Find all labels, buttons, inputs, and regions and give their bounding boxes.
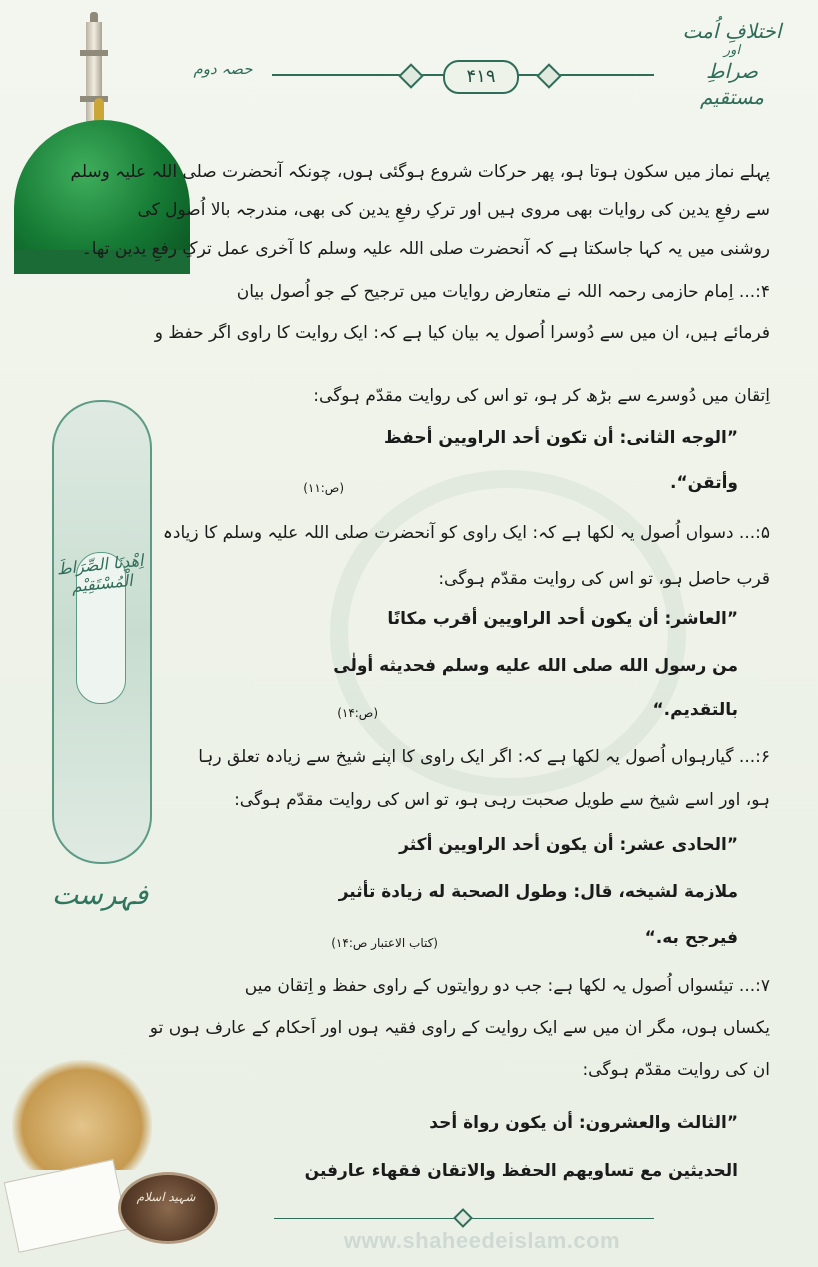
citation: (ص:۱۴) — [337, 706, 378, 720]
arabic-quote-line: بالتقدیم.“ — [652, 700, 738, 720]
arabic-quote-line: ”الوجه الثانی: أن تکون أحد الراویین أحفظ — [383, 428, 738, 448]
body-line: ان کی روایت مقدّم ہوگی: — [582, 1060, 770, 1080]
body-line: ۷:... تیئسواں اُصول یہ لکھا ہے: جب دو روایتوں کے راوی حفظ و اِتقان میں — [244, 976, 770, 996]
medallion-text: اِهْدِنَا الصِّرَاطَ الْمُسْتَقِيْم — [55, 550, 145, 597]
citation: (کتاب الاعتبار ص:۱۴) — [331, 936, 438, 950]
book-title — [672, 18, 792, 110]
minaret-band — [80, 50, 108, 56]
logo-text: شہید اسلام — [136, 1190, 196, 1204]
body-line: ۴:... اِمام حازمی رحمہ اللہ نے متعارض روایات میں ترجیح کے جو اُصول بیان — [236, 282, 770, 302]
arabic-quote-line: فیرجح به.“ — [644, 928, 738, 948]
section-label: حصہ دوم — [193, 60, 253, 78]
arabic-quote-line: ”العاشر: أن یکون أحد الراویین أقرب مکانًا — [387, 609, 738, 629]
page-number: ۴۱۹ — [443, 60, 519, 94]
book-title-line-3: صراطِ مستقیم — [699, 59, 765, 109]
arabic-quote-line: وأتقن“. — [670, 473, 738, 493]
sidebar-medallion — [52, 400, 152, 864]
body-line: قرب حاصل ہو، تو اس کی روایت مقدّم ہوگی: — [438, 569, 770, 589]
body-line: روشنی میں یہ کہا جاسکتا ہے کہ آنحضرت صلی اللہ علیہ وسلم کا آخری عمل ترکِ رفعِ یدین تھا۔ — [81, 239, 770, 259]
body-line: ۵:... دسواں اُصول یہ لکھا ہے کہ: ایک راوی کو آنحضرت صلی اللہ علیہ وسلم کا زیادہ — [162, 523, 770, 543]
body-line: ہو، اور اسے شیخ سے طویل صحبت رہی ہو، تو اس کی روایت مقدّم ہوگی: — [234, 790, 770, 810]
arabic-quote-line: من رسول الله صلی الله علیه وسلم فحدیثه أولٰی — [333, 656, 738, 676]
paper-sheet-image — [4, 1159, 129, 1253]
book-title-line-1: اختلافِ اُمت — [682, 19, 782, 43]
ornament-diamond-icon — [536, 63, 561, 88]
body-line: ۶:... گیارہواں اُصول یہ لکھا ہے کہ: اگر ایک راوی کا اپنے شیخ سے زیادہ تعلق رہا — [198, 747, 770, 767]
shaheed-islam-logo — [118, 1172, 218, 1244]
website-link[interactable]: www.shaheedeislam.com — [343, 1228, 621, 1253]
book-title-line-2: اور — [723, 43, 741, 58]
index-link[interactable]: فہرست — [51, 878, 149, 911]
body-line: پہلے نماز میں سکون ہوتا ہو، پھر حرکات شروع ہوگئی ہوں، چونکہ آنحضرت صلی اللہ علیہ وسلم — [70, 162, 770, 182]
ornament-diamond-icon — [453, 1208, 473, 1228]
ornament-diamond-icon — [398, 63, 423, 88]
citation: (ص:۱۱) — [303, 481, 344, 495]
arabic-quote-line: ”الحادی عشر: أن یکون أحد الراویین أکثر — [399, 835, 738, 855]
body-line: سے رفعِ یدین کی روایات بھی مروی ہیں اور ترکِ رفعِ یدین کی بھی، مندرجہ بالا اُصول کی — [137, 200, 770, 220]
scrolls-quill-image — [12, 1060, 152, 1170]
body-line: فرمائے ہیں، ان میں سے دُوسرا اُصول یہ بیان کیا ہے کہ: ایک روایت کا راوی اگر حفظ و — [154, 323, 770, 343]
arabic-quote-line: ”الثالث والعشرون: أن یکون رواة أحد — [429, 1113, 738, 1133]
arabic-quote-line: الحدیثین مع تساویهم الحفظ والاتقان فقهاء عارفین — [304, 1161, 738, 1181]
arabic-quote-line: ملازمة لشیخه، قال: وطول الصحبة له زیادة تأثیر — [338, 882, 738, 902]
body-line: اِتقان میں دُوسرے سے بڑھ کر ہو، تو اس کی روایت مقدّم ہوگی: — [313, 386, 770, 406]
body-line: یکساں ہوں، مگر ان میں سے ایک روایت کے راوی فقیہ ہوں اور اَحکام کے عارف ہوں تو — [149, 1018, 770, 1038]
